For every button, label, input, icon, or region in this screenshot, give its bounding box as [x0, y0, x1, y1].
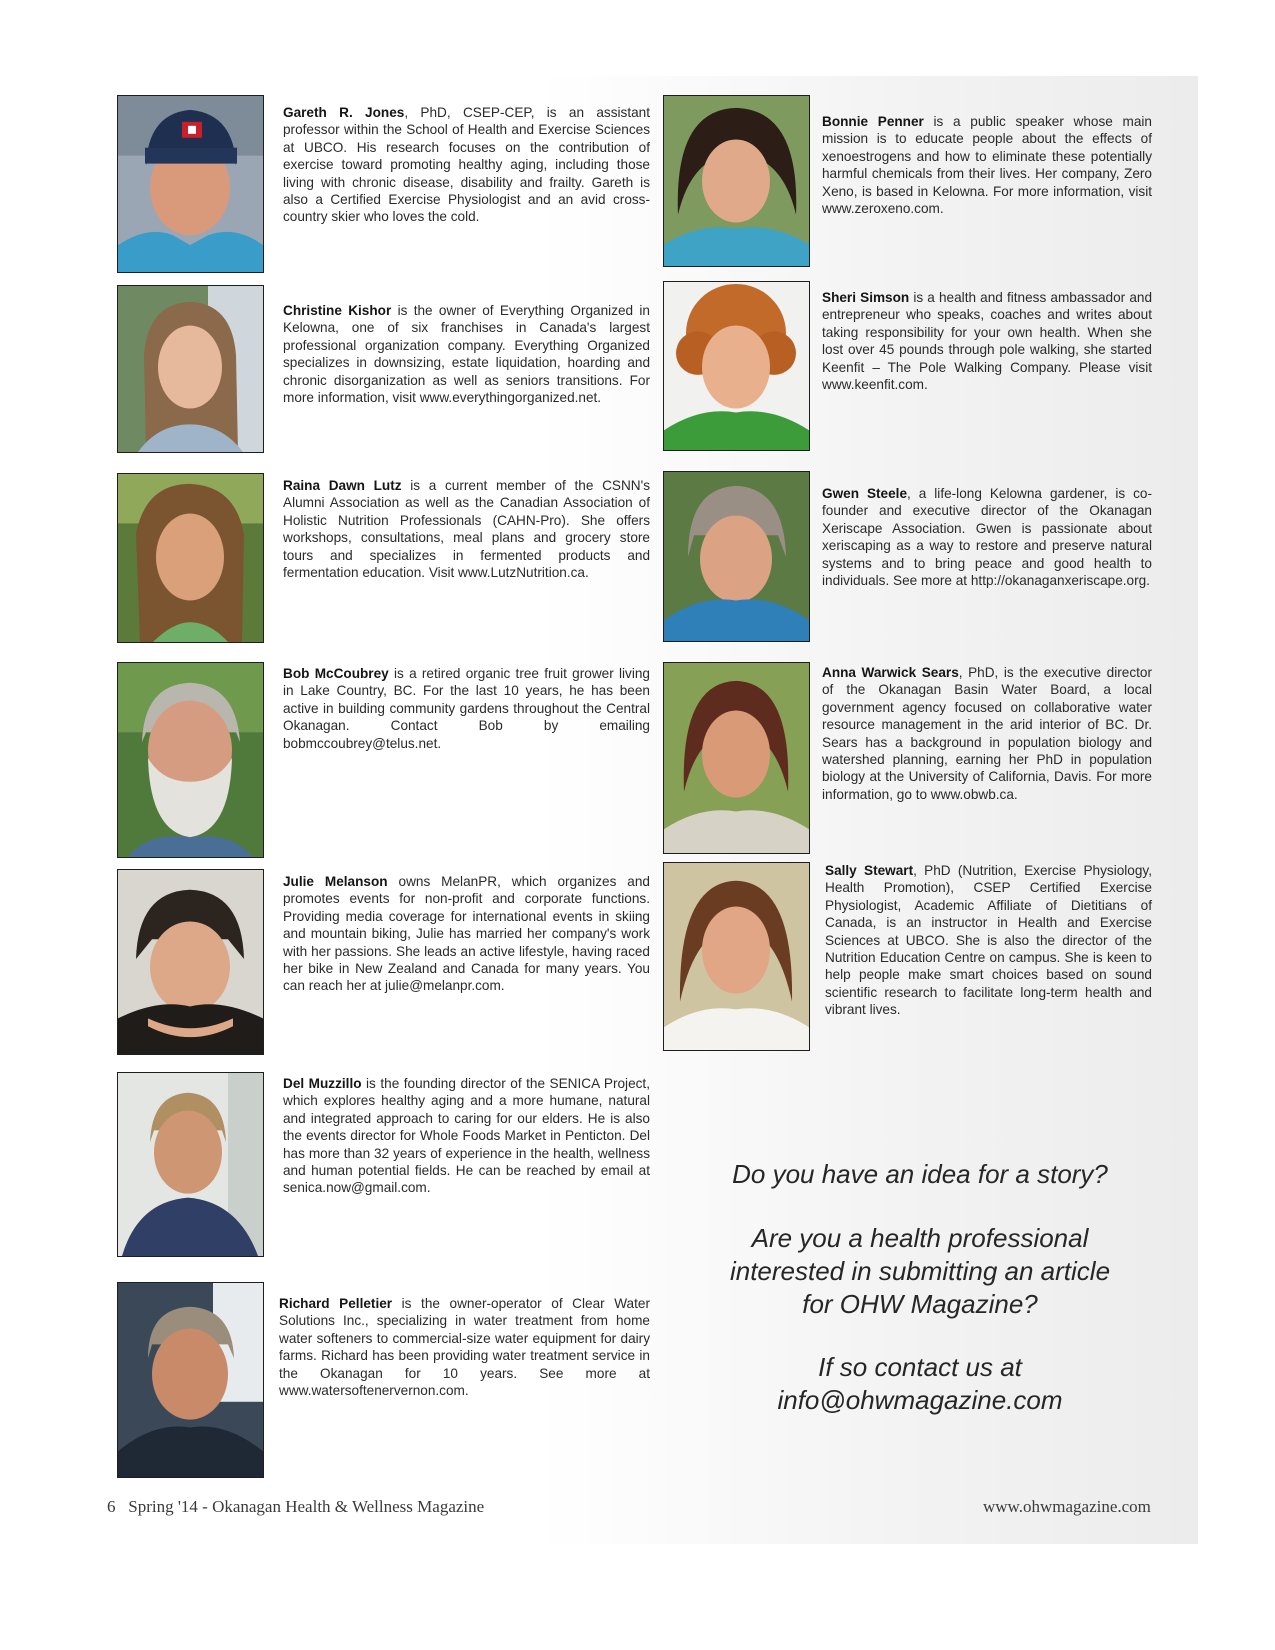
callout-contact	[690, 1351, 1150, 1417]
bio-name: Sheri Simson	[822, 290, 910, 305]
callout-professional-question: Are you a health professional interested in submitting an article for OHW Magazine?	[729, 1223, 1111, 1319]
bio-gareth-jones	[283, 104, 650, 226]
bio-text: is the owner-operator of Clear Water Solutions Inc., specializing in water treatment from home water softeners to commercial-size water equipment for dairy farms. Richard has been providing water treatment service in the Okanagan for 10 years. See more at www.watersoftenervernon.com.	[279, 1296, 650, 1399]
bio-gwen-steele	[822, 485, 1152, 589]
bio-name: Raina Dawn Lutz	[283, 478, 402, 493]
bio-bob-mccoubrey	[283, 665, 650, 752]
callout-contact-line: If so contact us at	[818, 1352, 1022, 1382]
footer-page-info: 6 Spring '14 - Okanagan Health & Wellness Magazine	[107, 1497, 485, 1516]
bio-bonnie-penner	[822, 113, 1152, 217]
bio-name: Anna Warwick Sears	[822, 665, 959, 680]
photo-richard-pelletier	[117, 1282, 264, 1478]
bio-christine-kishor	[283, 302, 650, 406]
bio-name: Gwen Steele	[822, 486, 908, 501]
bio-text: is a health and fitness ambassador and entrepreneur who speaks, coaches and writes about taking responsibility for your own health. When she lost over 45 pounds through pole walking, she started Keenfit – The Pole Walking Company. Please visit www.keenfit.com.	[822, 290, 1153, 393]
bio-text: , PhD, CSEP-CEP, is an assistant professor within the School of Health and Exercise Sciences at UBCO. His research focuses on the contribution of exercise toward promoting healthy aging, including those living with chronic disease, disability and frailty. Gareth is also a Certified Exercise Physiologist and an avid cross-country skier who loves the cold.	[283, 105, 651, 225]
bio-del-muzzillo	[283, 1075, 650, 1197]
photo-gareth-jones	[117, 95, 264, 273]
bio-text: , a life-long Kelowna gardener, is co-founder and executive director of the Okanagan Xeriscape Association. Gwen is passionate about xeriscaping as a way to restore and preserve natural systems and to bring peace and good health to individuals. See more at http://okanaganxeriscape.org.	[822, 486, 1153, 589]
bio-richard-pelletier	[279, 1295, 650, 1399]
bio-text: is the founding director of the SENICA Project, which explores healthy aging and a more humane, natural and integrated approach to caring for our elders. He is also the events director for Whole Foods Market in Penticton. Del has more than 32 years of experience in the health, wellness and human potential fields. He can be reached by email at senica.now@gmail.com.	[283, 1076, 650, 1196]
callout-email[interactable]: info@ohwmagazine.com	[777, 1385, 1063, 1415]
bio-text: is a public speaker whose main mission is to educate people about the effects of xenoestrogens and how to eliminate these potentially harmful chemicals from their lives. Her company, Zero Xeno, is based in Kelowna. For more information, visit www.zeroxeno.com.	[822, 114, 1152, 217]
photo-gwen-steele	[663, 471, 810, 642]
bio-raina-dawn-lutz	[283, 477, 650, 581]
photo-raina-dawn-lutz	[117, 473, 264, 643]
footer-website[interactable]: www.ohwmagazine.com	[983, 1497, 1151, 1516]
photo-julie-melanson	[117, 869, 264, 1055]
bio-name: Julie Melanson	[283, 874, 388, 889]
bio-text: is the owner of Everything Organized in Kelowna, one of six franchises in Canada's largest professional organization company. Everything Organized specializes in downsizing, estate liquidation, hoarding and chronic disorganization as well as seniors transitions. For more information, visit www.everythingorganized.net.	[283, 303, 650, 406]
photo-christine-kishor	[117, 285, 264, 453]
photo-del-muzzillo	[117, 1072, 264, 1257]
photo-bob-mccoubrey	[117, 662, 264, 858]
bio-name: Del Muzzillo	[283, 1076, 362, 1091]
photo-anna-warwick-sears	[663, 662, 810, 854]
bio-name: Bonnie Penner	[822, 114, 924, 129]
bio-anna-warwick-sears	[822, 664, 1152, 803]
bio-name: Christine Kishor	[283, 303, 392, 318]
bio-name: Gareth R. Jones	[283, 105, 405, 120]
bio-text: is a retired organic tree fruit grower living in Lake Country, BC. For the last 10 years, he has been active in building community gardens throughout the Central Okanagan. Contact Bob by emailing bobmccoubrey@telus.net.	[283, 666, 650, 751]
bio-julie-melanson	[283, 873, 650, 995]
photo-bonnie-penner	[663, 95, 810, 267]
bio-text: , PhD, is the executive director of the Okanagan Basin Water Board, a local government agency focused on collaborative water resource management in the arid interior of BC. Dr. Sears has a background in population biology and watershed planning, earning her PhD in population biology at the University of California, Davis. For more information, go to www.obwb.ca.	[822, 665, 1152, 802]
bio-name: Sally Stewart	[825, 863, 914, 878]
bio-text: owns MelanPR, which organizes and promotes events for non-profit and corporate functions. Providing media coverage for international events in skiing and mountain biking, Julie has married her company's work with her passions. She leads an active lifestyle, having raced her bike in New Zealand and Canada for many years. You can reach her at julie@melanpr.com.	[283, 874, 650, 994]
bio-name: Bob McCoubrey	[283, 666, 389, 681]
bio-text: is a current member of the CSNN's Alumni Association as well as the Canadian Association of Holistic Nutrition Professionals (CAHN-Pro). She offers workshops, consultations, meal plans and grocery store tours and specializes in fermented products and fermentation education. Visit www.LutzNutrition.ca.	[283, 478, 650, 581]
bio-name: Richard Pelletier	[279, 1296, 393, 1311]
photo-sally-stewart	[663, 862, 810, 1051]
callout-story-question: Do you have an idea for a story?	[732, 1159, 1108, 1189]
bio-text: , PhD (Nutrition, Exercise Physiology, Health Promotion), CSEP Certified Exercise Physiologist, Academic Affiliate of Dietitians of Canada, is an instructor in Health and Exercise Sciences at UBCO. She is also the director of the Nutrition Education Centre on campus. She is keen to help people make smart choices based on sound scientific research to facilitate long-term health and vibrant lives.	[825, 863, 1152, 1018]
bio-sally-stewart	[825, 862, 1152, 1019]
photo-sheri-simson	[663, 281, 810, 451]
bio-sheri-simson	[822, 289, 1152, 393]
